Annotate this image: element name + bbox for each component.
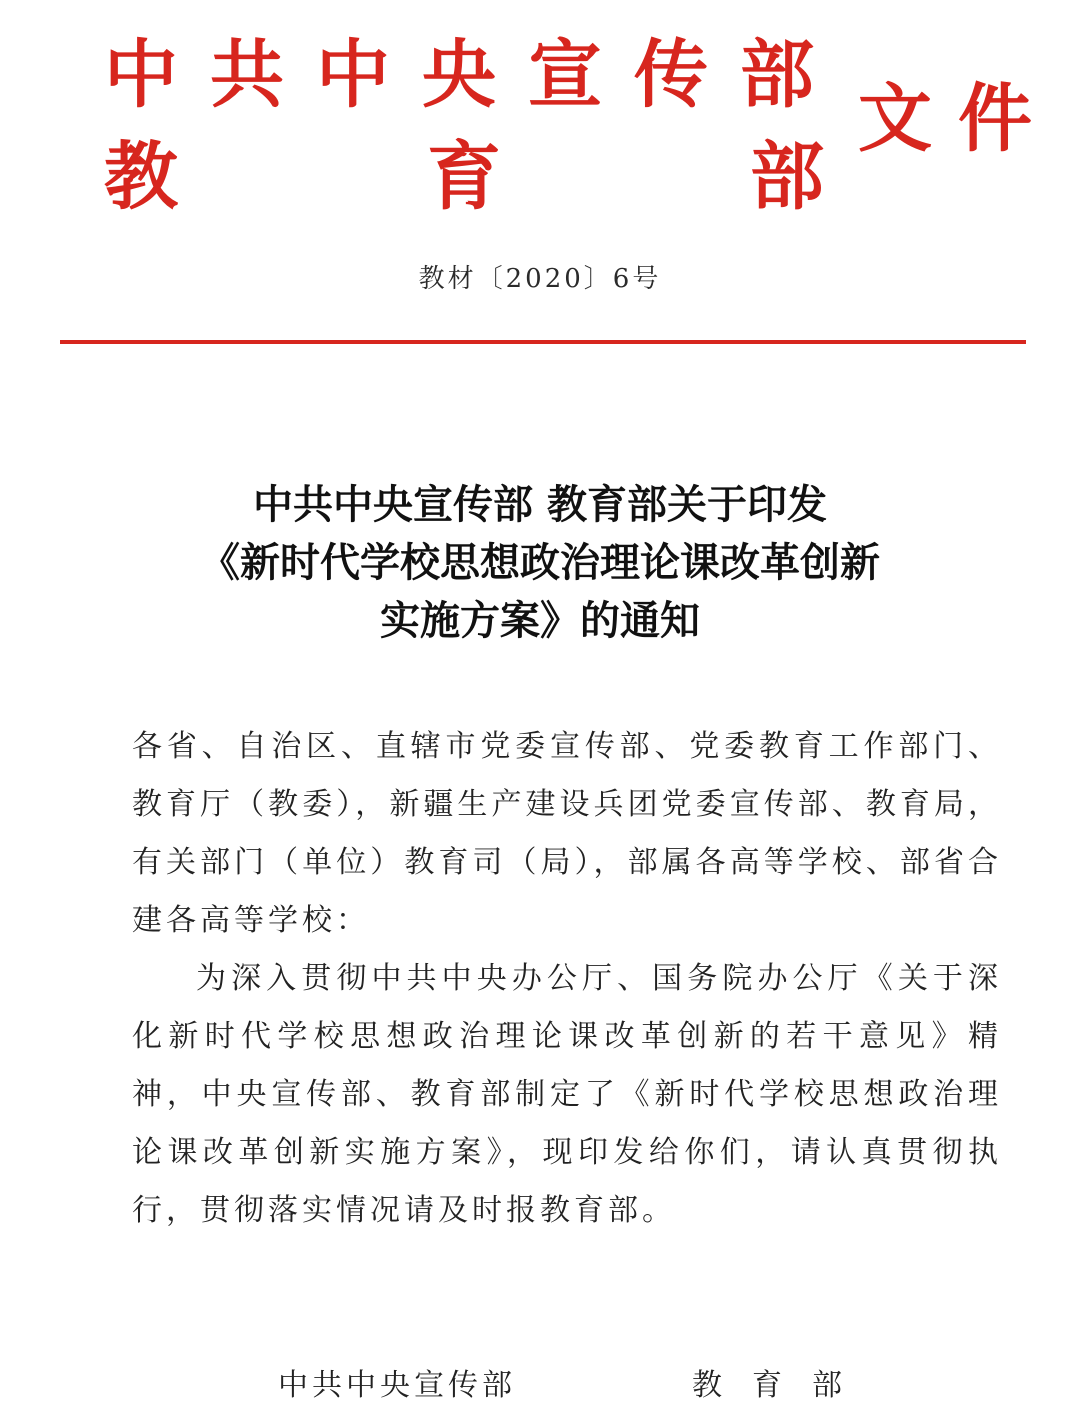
notice-title xyxy=(0,476,1080,650)
issuer-name-line1: 中共中央宣传部 xyxy=(104,32,846,118)
issuer-line2-char: 教 xyxy=(104,134,178,220)
title-line: 实施方案》的通知 xyxy=(380,598,700,644)
document-body xyxy=(132,718,1002,1240)
document-number: 教材〔2020〕6号 xyxy=(418,264,662,294)
title-line: 《新时代学校思想政治理论课改革创新 xyxy=(200,540,880,586)
issuer-name-line2 xyxy=(104,134,824,220)
body-paragraph: 为深入贯彻中共中央办公厅、国务院办公厅《关于深化新时代学校思想政治理论课改革创新的若干意见》精神，中央宣传部、教育部制定了《新时代学校思想政治理论课改革创新实施方案》，现印发给你们，请认真贯彻执行，贯彻落实情况请及时报教育部。 xyxy=(132,961,1002,1228)
signatory-education-ministry: 教育部 xyxy=(692,1368,872,1403)
signatory-propaganda-dept: 中共中央宣传部 xyxy=(278,1368,516,1403)
issuer-line2-char: 育 xyxy=(427,134,501,220)
issuer-line2-char: 部 xyxy=(750,134,824,220)
title-line: 中共中央宣传部 教育部关于印发 xyxy=(253,482,827,528)
red-divider-line xyxy=(60,340,1026,344)
document-type-label: 文件 xyxy=(858,76,1058,162)
salutation: 各省、自治区、直辖市党委宣传部、党委教育工作部门、教育厅（教委），新疆生产建设兵团党委宣传部、教育局，有关部门（单位）教育司（局），部属各高等学校、部省合建各高等学校： xyxy=(132,729,1002,938)
